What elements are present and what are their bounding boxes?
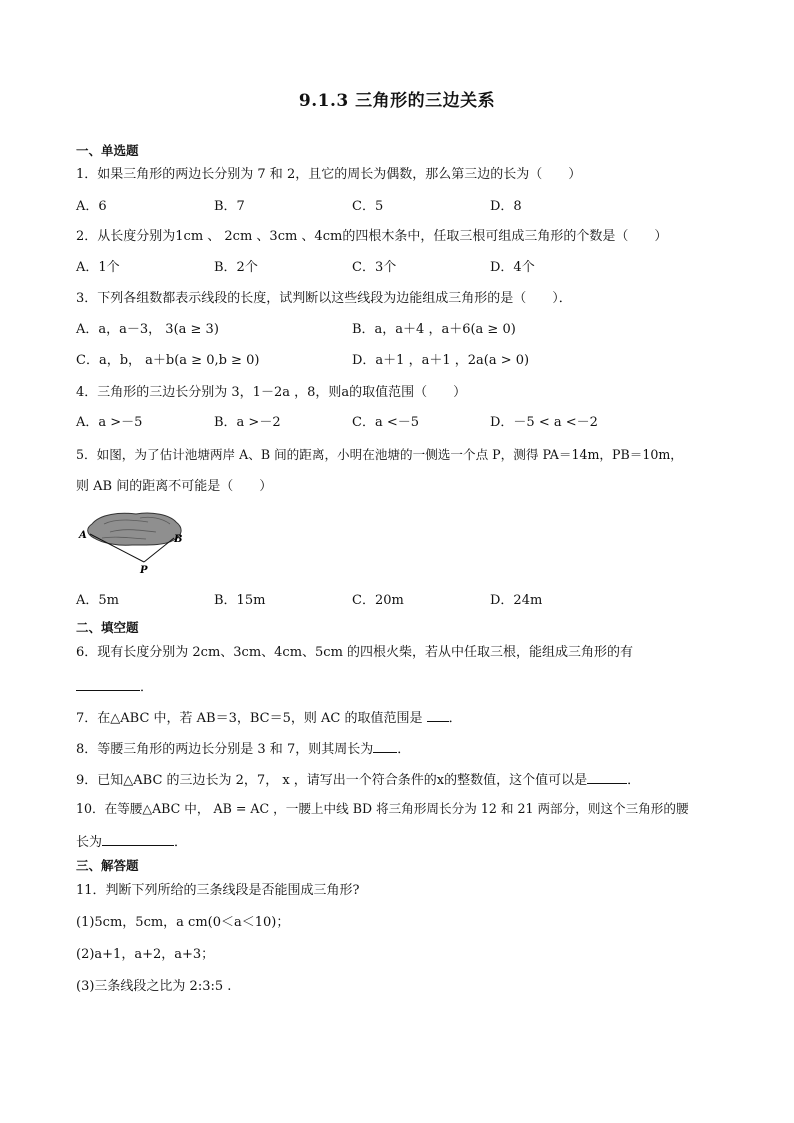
section-heading-single-choice: 一、单选题: [76, 143, 139, 158]
question-7-end: ．: [448, 711, 462, 726]
question-9-end: ．: [627, 773, 641, 788]
question-1-stem: 1．如果三角形的两边长分别为 7 和 2，且它的周长为偶数，那么第三边的长为（ ）: [76, 167, 582, 182]
question-10-line-2: [76, 831, 187, 852]
question-1-option-b: B．7: [214, 199, 245, 214]
question-9-line: [76, 769, 640, 790]
question-9-stem: 9．已知△ABC 的三边长为 2，7， x ，请写出一个符合条件的x的整数值，这个值可以是: [76, 773, 588, 788]
question-6-stem: 6．现有长度分别为 2cm、3cm、4cm、5cm 的四根火柴，若从中任取三根，能组成三角形的有: [76, 645, 634, 660]
question-10-stem-line-2: 长为: [76, 835, 103, 850]
question-2-option-d: D．4个: [490, 260, 535, 275]
answer-blank[interactable]: [102, 831, 174, 846]
question-10-end: ．: [174, 835, 188, 850]
question-1-option-c: C．5: [352, 199, 384, 214]
question-8-stem: 8．等腰三角形的两边长分别是 3 和 7，则其周长为: [76, 742, 374, 757]
answer-blank[interactable]: [76, 676, 140, 691]
question-5-stem-line-2: 则 AB 间的距离不可能是（ ）: [76, 479, 273, 494]
question-3-option-b: B．a，a＋4 ，a＋6(a ≥ 0): [352, 322, 516, 337]
question-1-option-d: D．8: [490, 199, 522, 214]
pond-figure: [76, 510, 188, 576]
question-6-end: ．: [140, 680, 154, 695]
point-label-b: B: [174, 534, 183, 545]
question-8-line: [76, 738, 410, 759]
point-label-a: A: [79, 530, 87, 541]
section-heading-fill-in: 二、填空题: [76, 620, 139, 635]
question-11-item-3: (3)三条线段之比为 2:3:5 .: [76, 979, 232, 994]
answer-blank[interactable]: [587, 769, 627, 784]
answer-blank[interactable]: [427, 707, 449, 722]
question-4-option-b: B．a >－2: [214, 415, 281, 430]
question-8-end: ．: [397, 742, 411, 757]
question-5-option-c: C．20m: [352, 593, 404, 608]
question-3-option-d: D．a＋1 ，a＋1 ，2a(a > 0): [352, 353, 530, 368]
question-7-line: [76, 707, 462, 728]
question-1-option-a: A．6: [76, 199, 107, 214]
question-5-option-b: B．15m: [214, 593, 266, 608]
question-2-option-a: A．1个: [76, 260, 120, 275]
question-4-option-d: D．－5 < a <－2: [490, 415, 598, 430]
question-11-stem: 11．判断下列所给的三条线段是否能围成三角形?: [76, 883, 360, 898]
section-heading-answer: 三、解答题: [76, 858, 139, 873]
question-4-option-c: C．a <－5: [352, 415, 419, 430]
question-4-stem: 4．三角形的三边长分别为 3，1－2a ，8，则a的取值范围（ ）: [76, 385, 467, 400]
question-2-option-c: C．3个: [352, 260, 397, 275]
question-11-item-2: (2)a+1，a+2，a+3；: [76, 947, 215, 962]
question-11-item-1: (1)5cm，5cm，a cm(0＜a＜10)；: [76, 915, 290, 930]
question-4-option-a: A．a >－5: [76, 415, 143, 430]
question-3-stem: 3．下列各组数都表示线段的长度，试判断以这些线段为边能组成三角形的是（ ）．: [76, 291, 572, 306]
question-6-answer-line: [76, 676, 153, 697]
page-title: 9.1.3 三角形的三边关系: [298, 91, 496, 111]
question-3-option-a: A．a，a－3， 3(a ≥ 3): [76, 322, 219, 337]
question-2-stem: 2．从长度分别为1cm 、 2cm 、3cm 、4cm的四根木条中，任取三根可组成三角形的个数是（ ）: [76, 229, 668, 244]
question-7-stem: 7．在△ABC 中，若 AB＝3，BC＝5，则 AC 的取值范围是: [76, 711, 423, 726]
question-2-option-b: B．2个: [214, 260, 258, 275]
question-3-option-c: C．a，b， a＋b(a ≥ 0,b ≥ 0): [76, 353, 260, 368]
answer-blank[interactable]: [373, 738, 397, 753]
question-5-stem-line-1: 5．如图，为了估计池塘两岸 A、B 间的距离，小明在池塘的一侧选一个点 P，测得 PA＝14m，PB＝10m，: [76, 447, 683, 462]
question-5-option-a: A．5m: [76, 593, 119, 608]
question-5-option-d: D．24m: [490, 593, 543, 608]
point-label-p: P: [140, 565, 148, 576]
question-10-stem-line-1: 10．在等腰△ABC 中， AB = AC ，一腰上中线 BD 将三角形周长分为 12 和 21 两部分，则这个三角形的腰: [76, 801, 689, 816]
